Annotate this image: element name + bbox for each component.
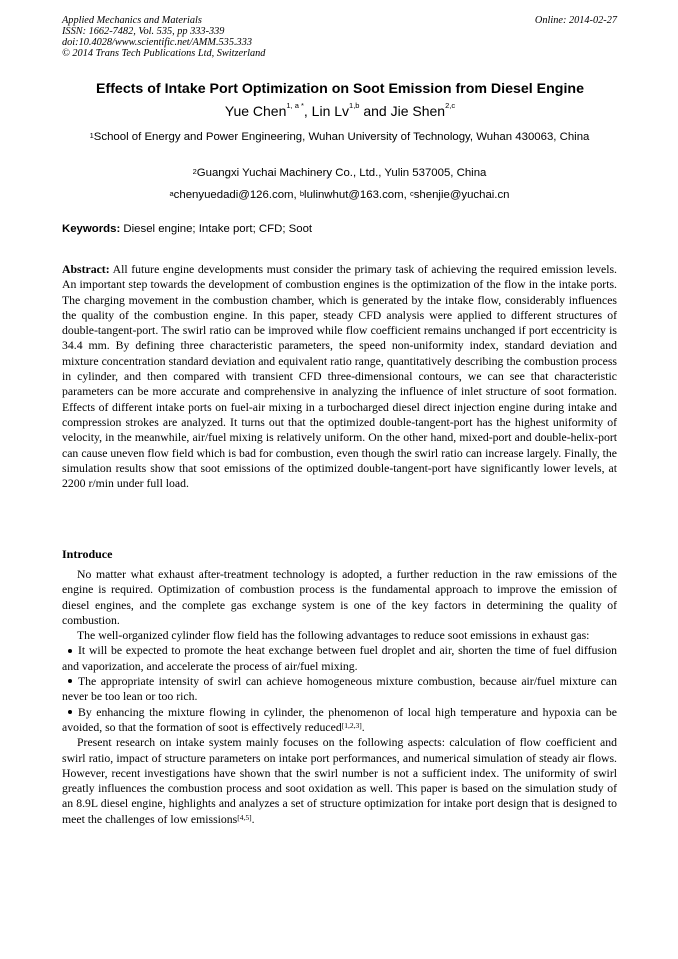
author-sup: 2,c — [445, 101, 456, 110]
keywords-label: Keywords: — [62, 223, 121, 235]
author-sup: 1,b — [349, 101, 360, 110]
email-a: chenyuedadi@126.com, — [173, 189, 297, 201]
email-sup: c — [409, 189, 414, 198]
intro-paragraph — [62, 735, 617, 827]
email-sup: b — [299, 189, 305, 198]
email-sup: a — [169, 189, 174, 198]
abstract-text: All future engine developments must consider the primary task of achieving the required emission levels. An important step towards the development of combustion engines is the optimization of the flow in the intake ports. The charging movement in the combustion chamber, which is generated by the intake flow, considerably influences the quality of the combustion engine. In this paper, steady CFD analysis were applied to different structures of double-tangent-port. The swirl ratio can be improved while flow coefficient remains unchanged if port eccentricity is 34.4 mm. By defining three characteristic parameters, the speed non-uniformity index, standard deviation and mixture concentration standard deviation and equivalent ratio range, quantitatively describing the combustion process in cylinder, and then compared with transient CFD three-dimensional contours, we can see that characteristic parameters can be more accurate and comprehensive in analyzing the influence of inlet structure of soot formation. Effects of different intake ports on fuel-air mixing in a turbocharged diesel direct injection engine during intake and compression strokes are analyzed. It turns out that the optimized double-tangent-port has the highest uniformity of velocity, in the meanwhile, air/fuel mixing is relatively uniform. On the other hand, mixed-port and double-helix-port can cause uneven flow field which is bad for combustion, even though the swirl ratio can increase largely. Finally, the simulation results show that soot emissions of the optimized double-tangent-port have significantly lower levels, at 2200 r/min under full load. — [62, 263, 617, 491]
journal-header — [62, 15, 617, 59]
author-name: Lin Lv — [311, 103, 350, 119]
author-name: Jie Shen — [390, 103, 446, 119]
issn-line: ISSN: 1662-7482, Vol. 535, pp 333-339 — [62, 26, 225, 37]
punctuation: . — [361, 720, 365, 734]
copyright-line: © 2014 Trans Tech Publications Ltd, Switzerland — [62, 48, 266, 59]
author-name: Yue Chen — [224, 103, 287, 119]
bullet-item — [62, 705, 617, 736]
online-date: Online: 2014-02-27 — [534, 15, 617, 26]
affiliation-2 — [62, 166, 617, 181]
citation: [4,5] — [237, 812, 252, 822]
paper-title: Effects of Intake Port Optimization on Soot Emission from Diesel Engine — [96, 81, 584, 97]
abstract — [62, 262, 617, 491]
email-line — [62, 188, 617, 203]
bullet-dot-icon — [68, 649, 72, 653]
bullet-text: By enhancing the mixture flowing in cylinder, the phenomenon of local high temperature and hypoxia can be avoided, so that the formation of soot is effectively reduced — [62, 705, 617, 734]
affiliation-1 — [62, 130, 617, 145]
affiliation-text: School of Energy and Power Engineering, Wuhan University of Technology, Wuhan 430063, China — [93, 131, 590, 143]
bullet-dot-icon — [68, 710, 72, 714]
keywords — [62, 223, 617, 235]
bullet-item — [62, 643, 617, 674]
bullet-dot-icon — [68, 679, 72, 683]
email-b: lulinwhut@163.com, — [304, 189, 407, 201]
keywords-text: Diesel engine; Intake port; CFD; Soot — [123, 223, 313, 235]
author-sup: 1, a * — [286, 101, 304, 110]
punctuation: . — [251, 812, 255, 826]
bullet-text: It will be expected to promote the heat exchange between fuel droplet and air, shorten the time of fuel diffusion and vaporization, and accelerate the process of air/fuel mixing. — [62, 644, 617, 673]
affiliation-sup: 2 — [192, 167, 197, 176]
intro-paragraph: No matter what exhaust after-treatment technology is adopted, a further reduction in the raw emissions of the engine is required. Optimization of combustion process is the fundamental approach to improve the emission of diesel engines, and the complete gas exchange system is one of the key factors in determining the quality of combustion. — [62, 568, 617, 627]
doi-line: doi:10.4028/www.scientific.net/AMM.535.333 — [62, 37, 252, 48]
author-and: and — [363, 103, 387, 119]
affiliation-sup: 1 — [89, 131, 94, 140]
bullet-item — [62, 674, 617, 705]
paragraph-text: Present research on intake system mainly focuses on the following aspects: calculation of flow coefficient and swirl ratio, impact of structure parameters on intake port performances, and numerical simulation of steady air flows. However, recent investigations have shown that the swirl number is not a sufficient index. The uniformity of swirl greatly influences the combustion process and soot oxidation as well. This paper is based on the simulation study of an 8.9L diesel engine, highlights and analyzes a set of structure optimization for intake port design that is designed to meet the challenges of low emissions — [62, 736, 617, 826]
intro-paragraph: The well-organized cylinder flow field has the following advantages to reduce soot emissions in exhaust gas: — [77, 629, 590, 643]
abstract-label: Abstract: — [62, 263, 110, 276]
bullet-text: The appropriate intensity of swirl can achieve homogeneous mixture combustion, because air/fuel mixture can never be too lean or too rich. — [62, 675, 617, 704]
journal-name: Applied Mechanics and Materials — [62, 15, 202, 26]
section-heading: Introduce — [62, 547, 113, 561]
citation: [1,2,3] — [341, 720, 362, 730]
affiliation-text: Guangxi Yuchai Machinery Co., Ltd., Yulin 537005, China — [196, 167, 487, 179]
introduction-body — [62, 567, 617, 827]
email-c: shenjie@yuchai.cn — [413, 189, 510, 201]
author-line: Yue Chen$^{1, a *}$, Lin Lv$^{1,b}$ and Jie Shen$^{2,c}$ — [224, 101, 456, 119]
